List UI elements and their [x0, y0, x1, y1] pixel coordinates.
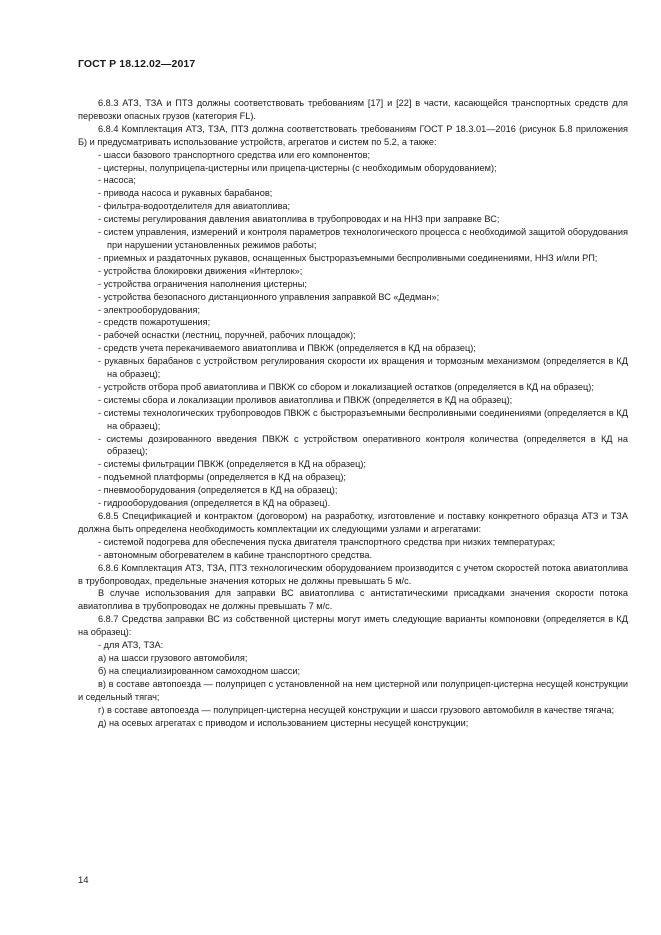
list-item: - для АТЗ, ТЗА:: [78, 639, 628, 652]
list-item: - привода насоса и рукавных барабанов;: [78, 187, 628, 200]
list-item: - рабочей оснастки (лестниц, поручней, рабочих площадок);: [78, 329, 628, 342]
page-number: 14: [78, 875, 89, 886]
clause-6-8-6: 6.8.6 Комплектация АТЗ, ТЗА, ПТЗ технологическим оборудованием производится с учетом скоростей потока авиатоплива в трубопроводах, предельные значения которых не должны превышать 5 м/с.: [78, 562, 628, 586]
list-item: - шасси базового транспортного средства или его компонентов;: [78, 149, 628, 162]
list-item: - подъемной платформы (определяется в КД на образец);: [78, 471, 628, 484]
lettered-item: г) в составе автопоезда — полуприцеп-цистерна несущей конструкции и шасси грузового автомобиля в качестве тягача;: [98, 704, 615, 715]
clause-6-8-7: 6.8.7 Средства заправки ВС из собственной цистерны могут иметь следующие варианты компоновки (определяется в КД на образец):: [78, 614, 628, 638]
list-item: - автономным обогревателем в кабине транспортного средства.: [78, 549, 628, 562]
list-item: - приемных и раздаточных рукавов, оснащенных быстроразъемными беспроливными соединениями, ННЗ и/или РП;: [78, 252, 628, 265]
lettered-item: а) на шасси грузового автомобиля;: [98, 652, 248, 663]
list-item: - системы фильтрации ПВКЖ (определяется в КД на образец);: [78, 458, 628, 471]
list-item: - средств учета перекачиваемого авиатоплива и ПВКЖ (определяется в КД на образец);: [78, 342, 628, 355]
lettered-item: в) в составе автопоезда — полуприцеп с установленной на нем цистерной или полуприцеп-цистерна несущей конструкции и седельный тягач;: [78, 678, 628, 702]
lettered-item: б) на специализированном самоходном шасси;: [98, 665, 301, 676]
list-item: - системы технологических трубопроводов ПВКЖ с быстроразъемными беспроливными соединениями (определяется в КД на образец);: [78, 407, 628, 433]
list-item: - системы дозированного введения ПВКЖ с устройством оперативного контроля количества (определяется в КД на образец);: [78, 433, 628, 459]
list-item: - насоса;: [78, 174, 628, 187]
lettered-item: д) на осевых агрегатах с приводом и использованием цистерны несущей конструкции;: [98, 717, 469, 728]
list-item: - средств пожаротушения;: [78, 316, 628, 329]
list-item: - системы регулирования давления авиатоплива в трубопроводах и на ННЗ при заправке ВС;: [78, 213, 628, 226]
list-item: - устройства безопасного дистанционного управления заправкой ВС «Дедман»;: [78, 291, 628, 304]
clause-6-8-6-continued: В случае использования для заправки ВС авиатоплива с антистатическими присадками значения скорости потока авиатоплива в трубопроводах не должны превышать 7 м/с.: [78, 588, 628, 612]
list-item: - пневмооборудования (определяется в КД на образец);: [78, 484, 628, 497]
list-item: - электрооборудования;: [78, 304, 628, 317]
list-item: - гидрооборудования (определяется в КД на образец).: [78, 497, 628, 510]
list-item: - системы сбора и локализации проливов авиатоплива и ПВКЖ (определяется в КД на образец);: [78, 394, 628, 407]
document-header: ГОСТ Р 18.12.02—2017: [78, 58, 196, 70]
list-item: - устройства блокировки движения «Интерлок»;: [78, 265, 628, 278]
list-item: - устройств отбора проб авиатоплива и ПВКЖ со сбором и локализацией остатков (определяется в КД на образец);: [78, 381, 628, 394]
list-item: - цистерны, полуприцепа-цистерны или прицепа-цистерны (с необходимым оборудованием);: [78, 162, 628, 175]
list-item: - устройства ограничения наполнения цистерны;: [78, 278, 628, 291]
clause-6-8-3: 6.8.3 АТЗ, ТЗА и ПТЗ должны соответствовать требованиям [17] и [22] в части, касающейся транспортных средств для перевозки опасных грузов (категория FL).: [78, 98, 628, 121]
clause-6-8-4: 6.8.4 Комплектация АТЗ, ТЗА, ПТЗ должна соответствовать требованиям ГОСТ Р 18.3.01—2016 (рисунок Б.8 приложения Б) и предусматривать использование устройств, агрегатов и систем по 5.2, а также:: [78, 123, 628, 147]
list-item: - системой подогрева для обеспечения пуска двигателя транспортного средства при низких температурах;: [78, 536, 628, 549]
list-item: - рукавных барабанов с устройством регулирования скорости их вращения и тормозным механизмом (определяется в КД на образец);: [78, 355, 628, 381]
document-body: [78, 97, 628, 729]
list-item: - систем управления, измерений и контроля параметров технологического процесса с необходимой защитой оборудования при нарушении установленных режимов работы;: [78, 226, 628, 252]
clause-6-8-5: 6.8.5 Спецификацией и контрактом (договором) на разработку, изготовление и поставку конкретного образца АТЗ и ТЗА должна быть определена необходимость комплектации их следующими узлами и агрегатами:: [78, 511, 628, 534]
list-item: - фильтра-водоотделителя для авиатоплива;: [78, 200, 628, 213]
